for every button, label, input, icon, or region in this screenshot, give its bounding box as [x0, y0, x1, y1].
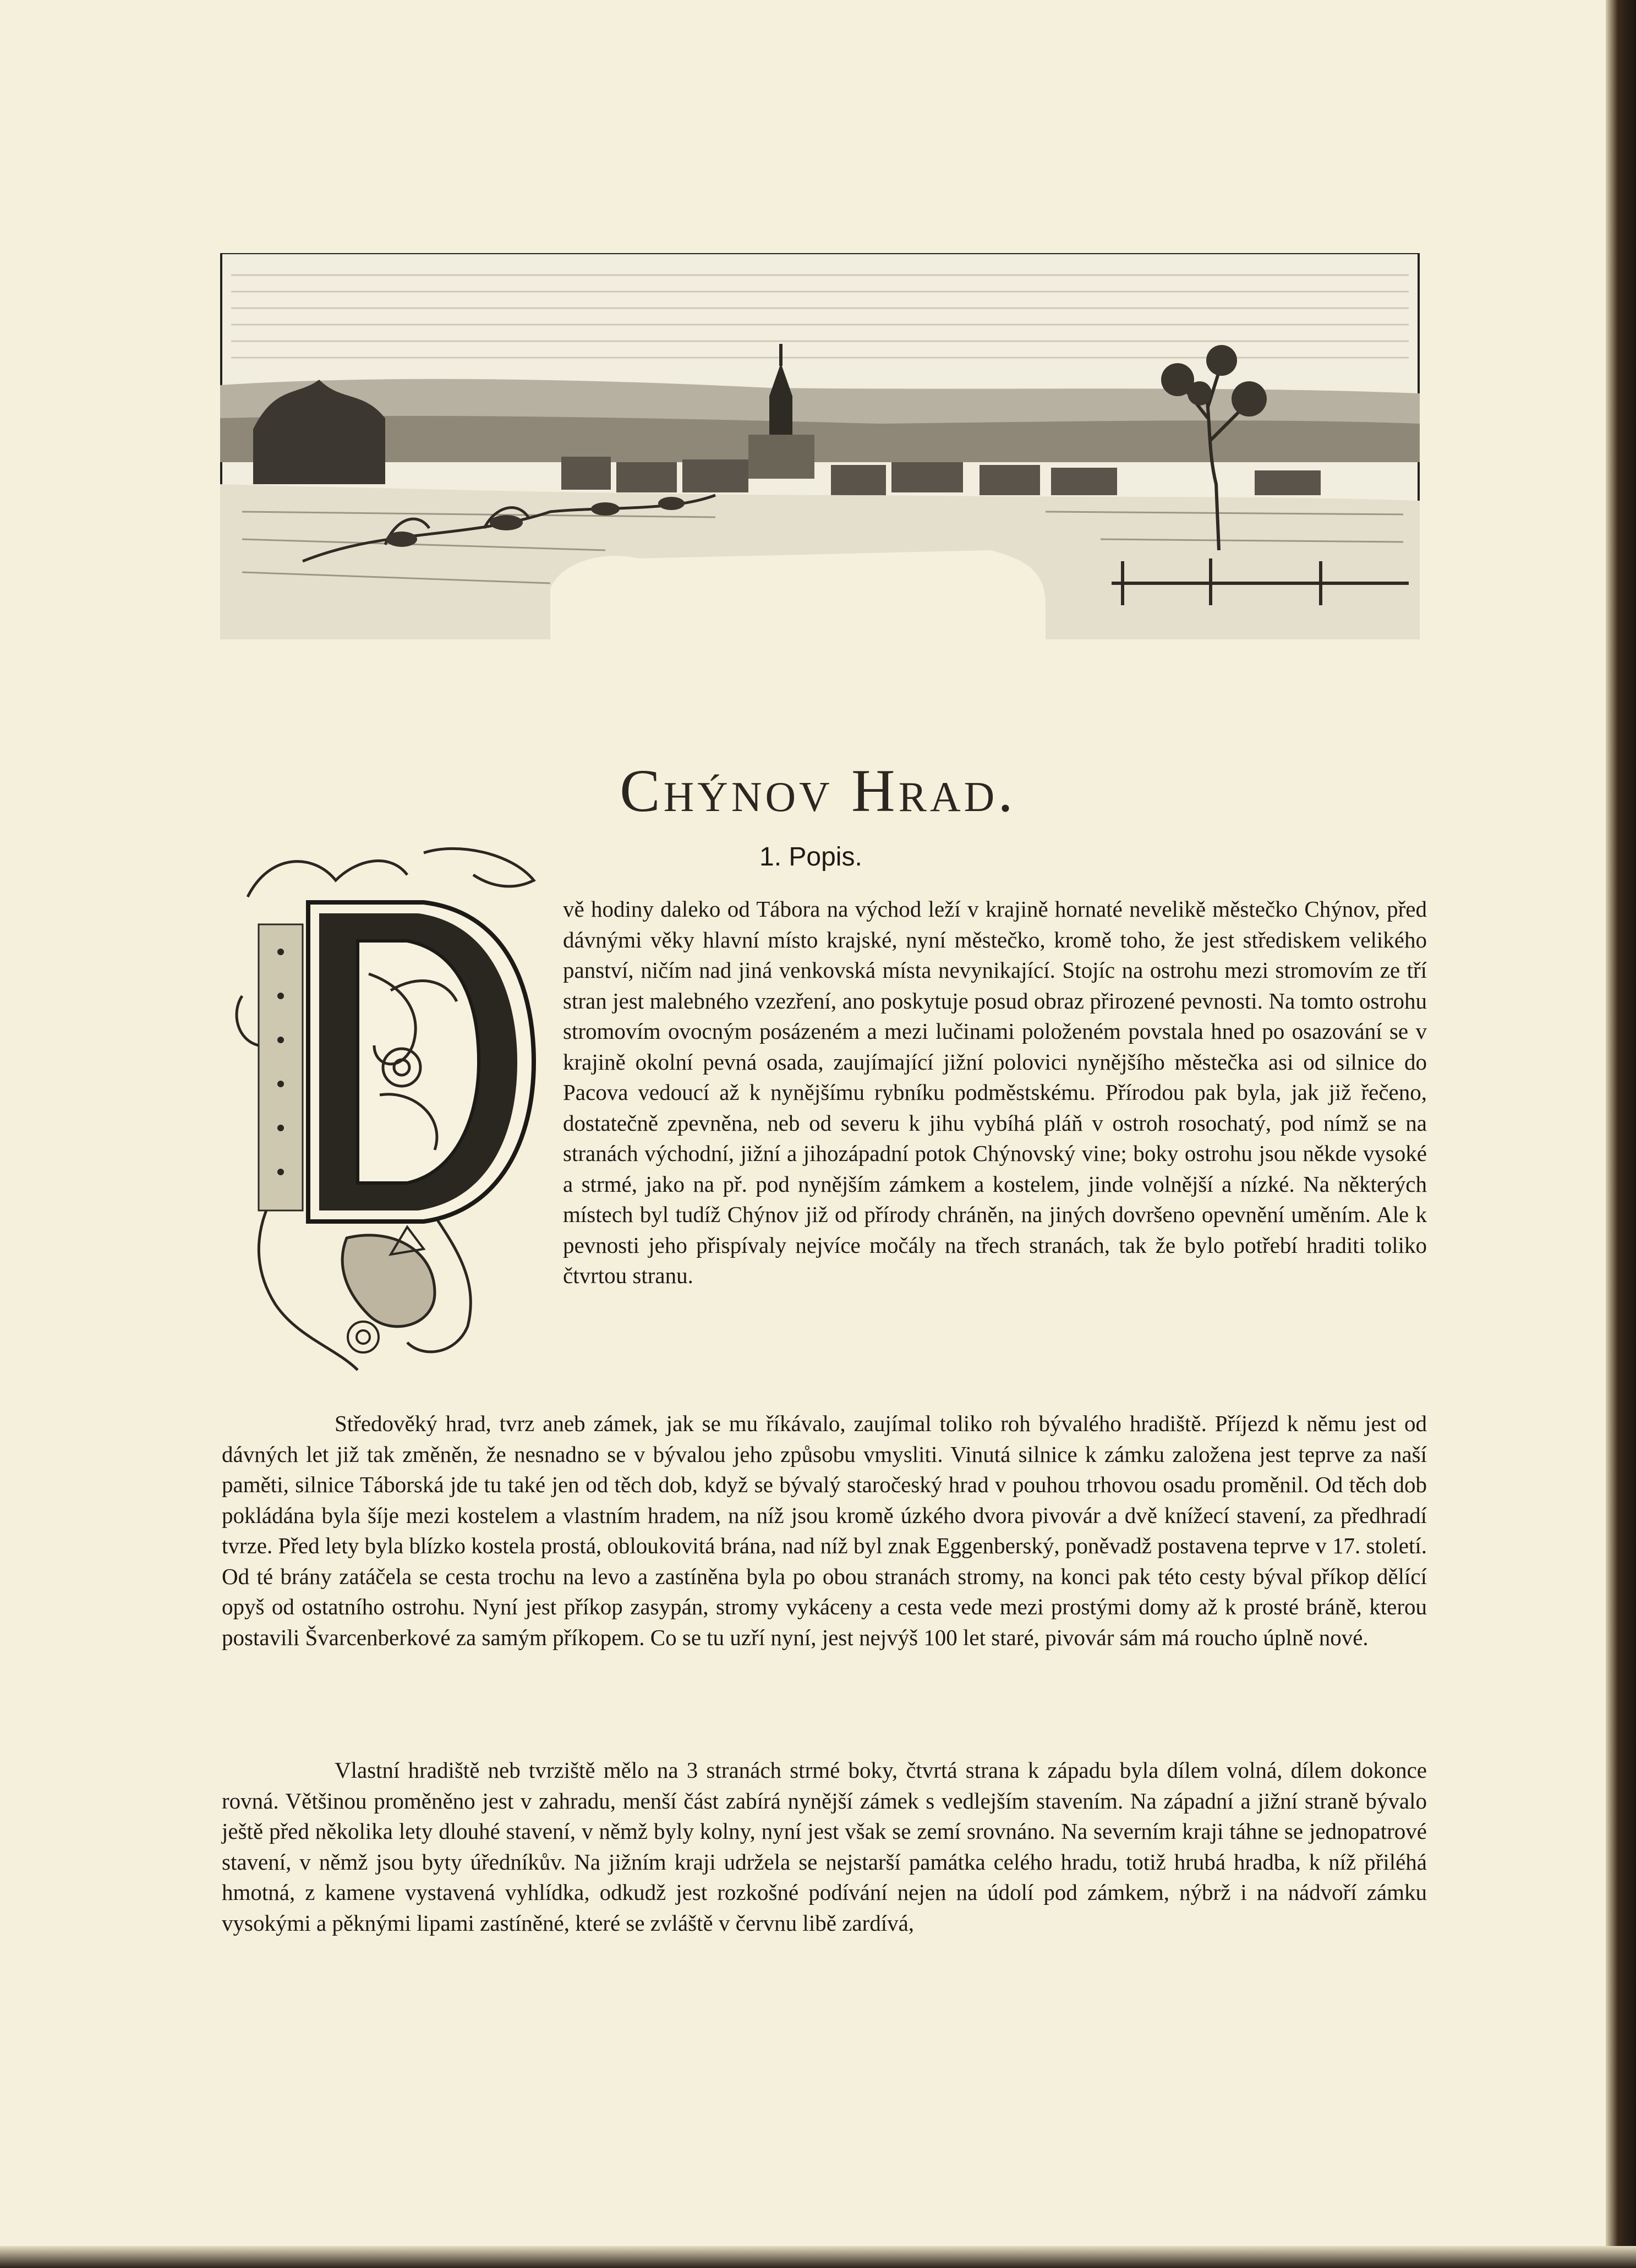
decorative-initial-d: [226, 831, 556, 1392]
paragraph-2: Středověký hrad, tvrz aneb zámek, jak se mu říkávalo, zaujímal toliko roh bývalého hradiště. Příjezd k němu jest od dávných let již tak změněn, že nesnadno se v bývalou jeho způsobu vmysliti. Vinutá silnice k zámku založena jest teprve za naší paměti, silnice Táborská jde tu také jen od těch dob, když se bývalý staročeský hrad v pouhou trhovou osadu proměnil. Od těch dob pokládána byla šíje mezi kostelem a vlastním hradem, na níž jsou kromě úzkého dvora pivovár a dvě knížecí stavení, za předhradí tvrze. Před lety byla blízko kostela prostá, obloukovitá brána, nad níž byl znak Eggenberský, poněvadž postavena teprve v 17. století. Od té brány zatáčela se cesta trochu na levo a zastíněna byla po obou stranách stromy, na konci pak této cesty býval příkop dělící opyš od ostatního ostrohu. Nyní jest příkop zasypán, stromy vykáceny a cesta vede mezi prostými domy až k prosté bráně, kterou postavili Švarcenberkové za samým příkopem. Co se tu uzří nyní, jest nejvýš 100 let staré, pivovár sám má roucho úplně nové.: [222, 1411, 1427, 1650]
paragraph-3: Vlastní hradiště neb tvrziště mělo na 3 stranách strmé boky, čtvrtá strana k západu byla dílem volná, dílem dokonce rovná. Většinou proměněno jest v zahradu, menší část zabírá nynější zámek s vedlejším stavením. Na západní a jižní straně bývalo ještě před několika lety dlouhé stavení, v němž byly kolny, nyní jest však se zemí srovnáno. Na severním kraji táhne se jednopatrové stavení, v němž jsou byty úředníkův. Na jižním kraji udržela se nejstarší památka celého hradu, totiž hrubá hradba, k níž přiléhá hmotná, z kamene vystavená vyhlídka, odkudž jest rozkošné podívání nejen na údolí pod zámkem, nýbrž i na nádvoří zámku vysokými a pěknými lipami zastíněné, které se zvláště v červnu libě zardívá,: [222, 1757, 1427, 1936]
paragraph-1: vě hodiny daleko od Tábora na východ leží v krajině hornaté nevelikě městečko Chýnov, před dávnými věky hlavní místo krajské, nyní městečko, kromě toho, že jest střediskem velikého panství, ničím nad jiná venkovská místa nevynikající. Stojíc na ostrohu mezi stromovím ze tří stran jest malebného vzezření, ano poskytuje posud obraz přirozené pevnosti. Na tomto ostrohu stromovím ovocným posázeném a mezi lučinami položeném povstala hned po osazování se v krajině okolní pevná osada, zaujímající jižní polovici nynějšího městečka asi od silnice do Pacova vedoucí až k nynějšímu rybníku podměstskému. Přírodou pak byla, jak již řečeno, dostatečně zpevněna, neb od severu k jihu vybíhá pláň v ostroh rosochatý, pod nímž se na stranách východní, jižní a jihozápadní potok Chýnovský vine; boky ostrohu jsou někde vysoké a strmé, jako na př. pod nynějším zámkem a kostelem, jinde volnější a nízké. Na některých místech byl tudíž Chýnov již od přírody chráněn, na jiných dovršeno opevnění uměním. Ale k pevnosti jeho přispívaly nejvíce močály na třech stranách, tak že bylo potřebí hraditi toliko čtvrtou stranu.: [563, 896, 1427, 1288]
section-heading: 1. Popis.: [759, 842, 862, 872]
town-landscape-illustration: [220, 253, 1420, 639]
page-edge: [1606, 0, 1636, 2268]
page-title: Chýnov Hrad.: [620, 757, 1016, 824]
page-edge-bottom: [0, 2246, 1636, 2268]
